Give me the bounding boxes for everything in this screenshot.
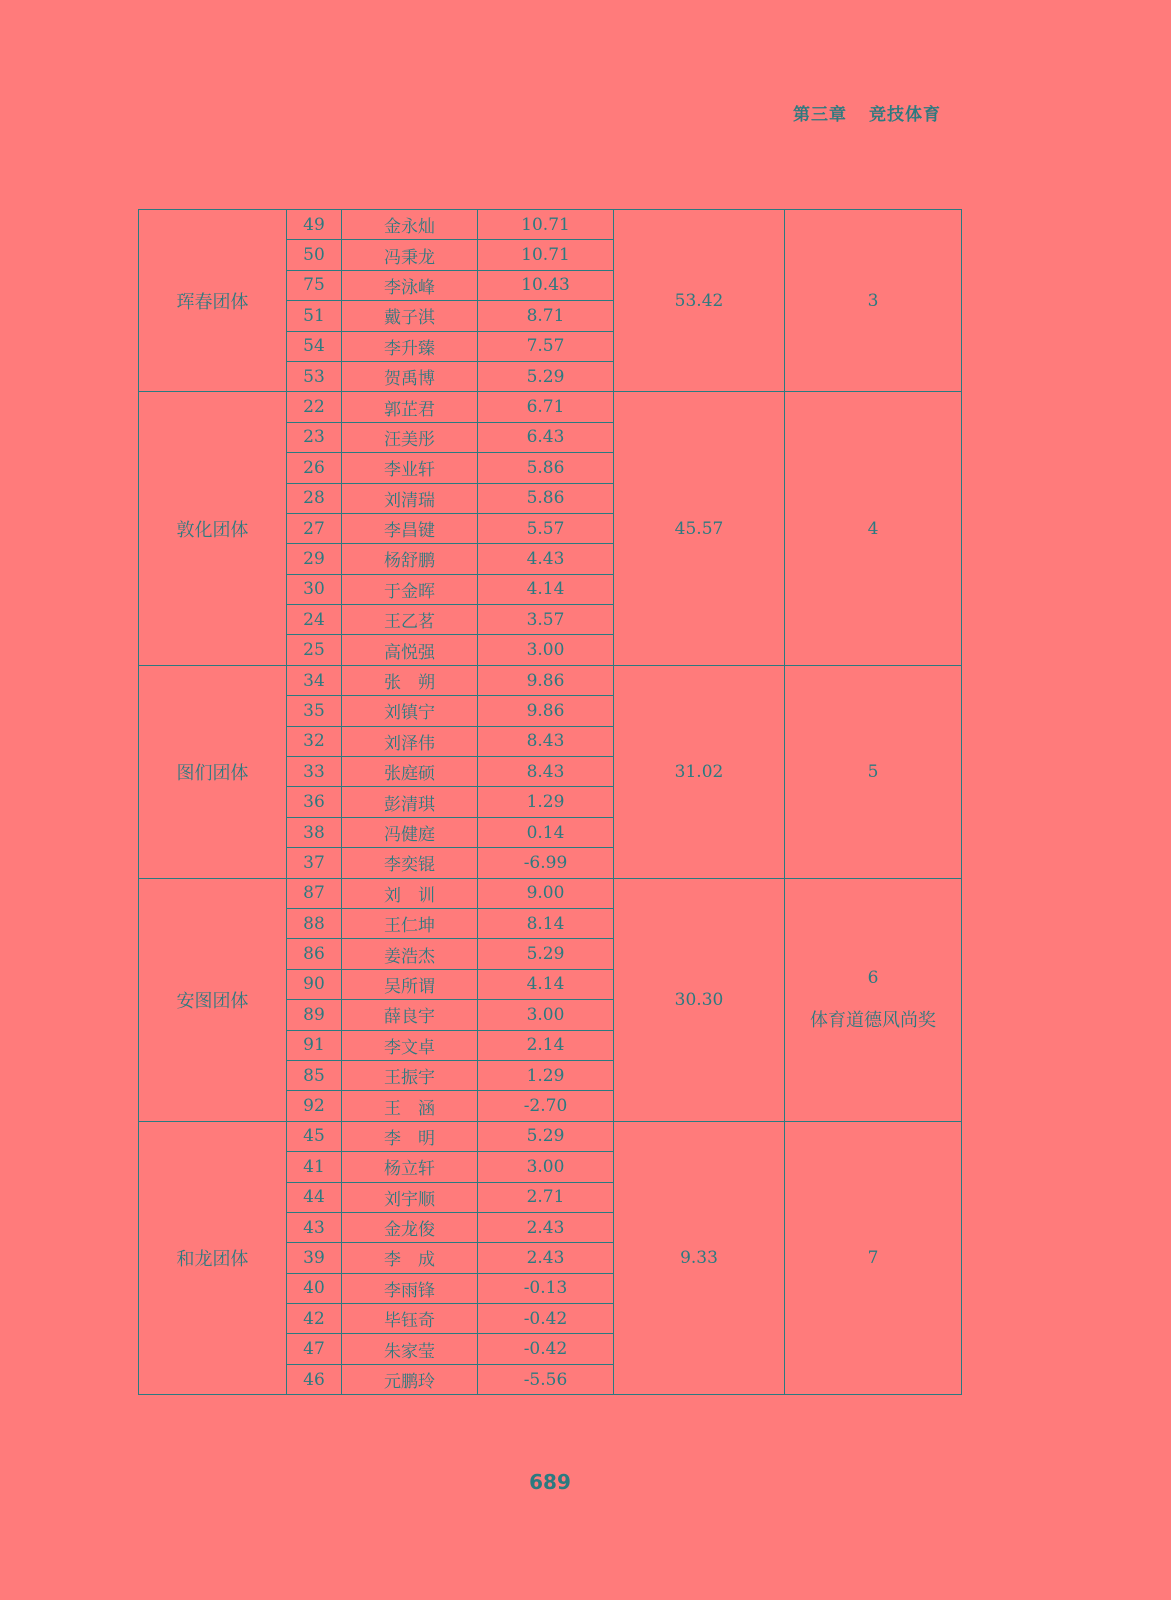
- athlete-score-cell: -5.56: [478, 1364, 614, 1394]
- athlete-score-cell: 8.43: [478, 757, 614, 787]
- athlete-number-cell: 86: [287, 939, 342, 969]
- athlete-number-cell: 88: [287, 908, 342, 938]
- team-rank-cell: [785, 665, 962, 878]
- team-total-cell: 31.02: [614, 665, 785, 878]
- team-rank-value: 4: [867, 518, 879, 539]
- athlete-number-cell: 42: [287, 1304, 342, 1334]
- athlete-number-cell: 29: [287, 544, 342, 574]
- athlete-number-cell: 26: [287, 453, 342, 483]
- athlete-number-cell: 34: [287, 665, 342, 695]
- athlete-number-cell: 38: [287, 817, 342, 847]
- team-name-cell: 图们团体: [139, 665, 287, 878]
- athlete-number-cell: 45: [287, 1121, 342, 1151]
- athlete-score-cell: 5.29: [478, 361, 614, 391]
- athlete-score-cell: 4.14: [478, 969, 614, 999]
- athlete-name-cell: 李奕锟: [342, 848, 478, 878]
- athlete-score-cell: 3.00: [478, 1152, 614, 1182]
- athlete-name-cell: 李泳峰: [342, 270, 478, 300]
- table-row: [139, 878, 962, 908]
- athlete-number-cell: 30: [287, 574, 342, 604]
- athlete-name-cell: 李 明: [342, 1121, 478, 1151]
- athlete-number-cell: 25: [287, 635, 342, 665]
- athlete-name-cell: 王振宇: [342, 1060, 478, 1090]
- team-rank-value: 6: [867, 967, 879, 988]
- athlete-name-cell: 杨立轩: [342, 1152, 478, 1182]
- athlete-score-cell: 3.57: [478, 605, 614, 635]
- athlete-name-cell: 朱家莹: [342, 1334, 478, 1364]
- athlete-name-cell: 李业轩: [342, 453, 478, 483]
- running-header: [793, 100, 941, 125]
- chapter-title: 竞技体育: [869, 105, 941, 125]
- athlete-name-cell: 刘清瑞: [342, 483, 478, 513]
- athlete-number-cell: 53: [287, 361, 342, 391]
- athlete-score-cell: -0.13: [478, 1273, 614, 1303]
- athlete-number-cell: 54: [287, 331, 342, 361]
- athlete-score-cell: 5.86: [478, 453, 614, 483]
- team-rank-value: 5: [867, 761, 879, 782]
- table-row: [139, 210, 962, 240]
- athlete-name-cell: 郭芷君: [342, 392, 478, 422]
- table-row: [139, 392, 962, 422]
- athlete-name-cell: 李雨锋: [342, 1273, 478, 1303]
- athlete-number-cell: 24: [287, 605, 342, 635]
- athlete-score-cell: -6.99: [478, 848, 614, 878]
- athlete-score-cell: 1.29: [478, 787, 614, 817]
- athlete-score-cell: 9.86: [478, 696, 614, 726]
- athlete-name-cell: 毕钰奇: [342, 1304, 478, 1334]
- athlete-number-cell: 40: [287, 1273, 342, 1303]
- athlete-number-cell: 32: [287, 726, 342, 756]
- athlete-score-cell: 2.43: [478, 1212, 614, 1242]
- team-name-cell: 珲春团体: [139, 210, 287, 392]
- athlete-number-cell: 87: [287, 878, 342, 908]
- athlete-number-cell: 92: [287, 1091, 342, 1121]
- athlete-score-cell: 2.43: [478, 1243, 614, 1273]
- athlete-score-cell: 10.43: [478, 270, 614, 300]
- athlete-score-cell: 7.57: [478, 331, 614, 361]
- athlete-name-cell: 刘镇宁: [342, 696, 478, 726]
- athlete-name-cell: 薛良宇: [342, 1000, 478, 1030]
- athlete-score-cell: 8.14: [478, 908, 614, 938]
- athlete-number-cell: 44: [287, 1182, 342, 1212]
- athlete-number-cell: 41: [287, 1152, 342, 1182]
- team-results-table: [138, 209, 962, 1395]
- athlete-score-cell: 5.29: [478, 939, 614, 969]
- athlete-score-cell: 4.14: [478, 574, 614, 604]
- athlete-number-cell: 46: [287, 1364, 342, 1394]
- team-rank-value: 7: [867, 1247, 879, 1268]
- athlete-number-cell: 35: [287, 696, 342, 726]
- athlete-name-cell: 金永灿: [342, 210, 478, 240]
- results-table-body: [139, 210, 962, 1395]
- athlete-score-cell: 9.00: [478, 878, 614, 908]
- team-total-cell: 9.33: [614, 1121, 785, 1395]
- athlete-score-cell: 10.71: [478, 210, 614, 240]
- athlete-name-cell: 金龙俊: [342, 1212, 478, 1242]
- athlete-name-cell: 李 成: [342, 1243, 478, 1273]
- athlete-name-cell: 彭清琪: [342, 787, 478, 817]
- results-table-container: [138, 209, 961, 1395]
- athlete-number-cell: 33: [287, 757, 342, 787]
- athlete-score-cell: 8.71: [478, 301, 614, 331]
- page-number: 689: [529, 1470, 571, 1494]
- table-row: [139, 665, 962, 695]
- team-total-cell: 53.42: [614, 210, 785, 392]
- team-total-cell: 45.57: [614, 392, 785, 666]
- table-row: [139, 1121, 962, 1151]
- athlete-score-cell: 2.71: [478, 1182, 614, 1212]
- athlete-score-cell: 3.00: [478, 635, 614, 665]
- athlete-number-cell: 23: [287, 422, 342, 452]
- team-award: 体育道德风尚奖: [810, 1009, 936, 1031]
- athlete-number-cell: 27: [287, 513, 342, 543]
- athlete-score-cell: -0.42: [478, 1304, 614, 1334]
- team-name-cell: 敦化团体: [139, 392, 287, 666]
- athlete-name-cell: 王乙茗: [342, 605, 478, 635]
- athlete-name-cell: 于金晖: [342, 574, 478, 604]
- athlete-name-cell: 贺禹博: [342, 361, 478, 391]
- team-rank-cell: [785, 878, 962, 1121]
- athlete-name-cell: 刘宇顺: [342, 1182, 478, 1212]
- team-rank-cell: [785, 1121, 962, 1395]
- athlete-name-cell: 王仁坤: [342, 908, 478, 938]
- athlete-number-cell: 28: [287, 483, 342, 513]
- athlete-score-cell: 9.86: [478, 665, 614, 695]
- athlete-score-cell: 5.86: [478, 483, 614, 513]
- athlete-name-cell: 高悦强: [342, 635, 478, 665]
- athlete-score-cell: 4.43: [478, 544, 614, 574]
- team-total-cell: 30.30: [614, 878, 785, 1121]
- athlete-name-cell: 李文卓: [342, 1030, 478, 1060]
- athlete-number-cell: 51: [287, 301, 342, 331]
- athlete-name-cell: 元鹏玲: [342, 1364, 478, 1394]
- athlete-score-cell: -2.70: [478, 1091, 614, 1121]
- athlete-name-cell: 李昌键: [342, 513, 478, 543]
- athlete-name-cell: 冯健庭: [342, 817, 478, 847]
- athlete-name-cell: 姜浩杰: [342, 939, 478, 969]
- athlete-name-cell: 张庭硕: [342, 757, 478, 787]
- athlete-number-cell: 91: [287, 1030, 342, 1060]
- athlete-score-cell: 10.71: [478, 240, 614, 270]
- athlete-score-cell: 6.43: [478, 422, 614, 452]
- athlete-name-cell: 杨舒鹏: [342, 544, 478, 574]
- athlete-number-cell: 75: [287, 270, 342, 300]
- athlete-score-cell: 1.29: [478, 1060, 614, 1090]
- athlete-number-cell: 47: [287, 1334, 342, 1364]
- chapter-label: 第三章: [793, 105, 847, 125]
- athlete-score-cell: 5.57: [478, 513, 614, 543]
- athlete-name-cell: 汪美彤: [342, 422, 478, 452]
- athlete-name-cell: 王 涵: [342, 1091, 478, 1121]
- athlete-name-cell: 刘 训: [342, 878, 478, 908]
- athlete-number-cell: 22: [287, 392, 342, 422]
- athlete-name-cell: 张 朔: [342, 665, 478, 695]
- athlete-score-cell: 3.00: [478, 1000, 614, 1030]
- athlete-score-cell: 2.14: [478, 1030, 614, 1060]
- athlete-score-cell: 0.14: [478, 817, 614, 847]
- team-rank-value: 3: [867, 290, 879, 311]
- team-name-cell: 和龙团体: [139, 1121, 287, 1395]
- athlete-number-cell: 90: [287, 969, 342, 999]
- athlete-number-cell: 50: [287, 240, 342, 270]
- athlete-number-cell: 36: [287, 787, 342, 817]
- athlete-name-cell: 戴子淇: [342, 301, 478, 331]
- athlete-name-cell: 冯秉龙: [342, 240, 478, 270]
- athlete-number-cell: 49: [287, 210, 342, 240]
- team-rank-cell: [785, 210, 962, 392]
- team-rank-cell: [785, 392, 962, 666]
- athlete-score-cell: -0.42: [478, 1334, 614, 1364]
- athlete-number-cell: 43: [287, 1212, 342, 1242]
- athlete-name-cell: 刘泽伟: [342, 726, 478, 756]
- team-name-cell: 安图团体: [139, 878, 287, 1121]
- athlete-number-cell: 85: [287, 1060, 342, 1090]
- athlete-score-cell: 6.71: [478, 392, 614, 422]
- athlete-score-cell: 5.29: [478, 1121, 614, 1151]
- athlete-number-cell: 89: [287, 1000, 342, 1030]
- athlete-number-cell: 39: [287, 1243, 342, 1273]
- athlete-score-cell: 8.43: [478, 726, 614, 756]
- athlete-name-cell: 李升臻: [342, 331, 478, 361]
- athlete-number-cell: 37: [287, 848, 342, 878]
- athlete-name-cell: 吴所谓: [342, 969, 478, 999]
